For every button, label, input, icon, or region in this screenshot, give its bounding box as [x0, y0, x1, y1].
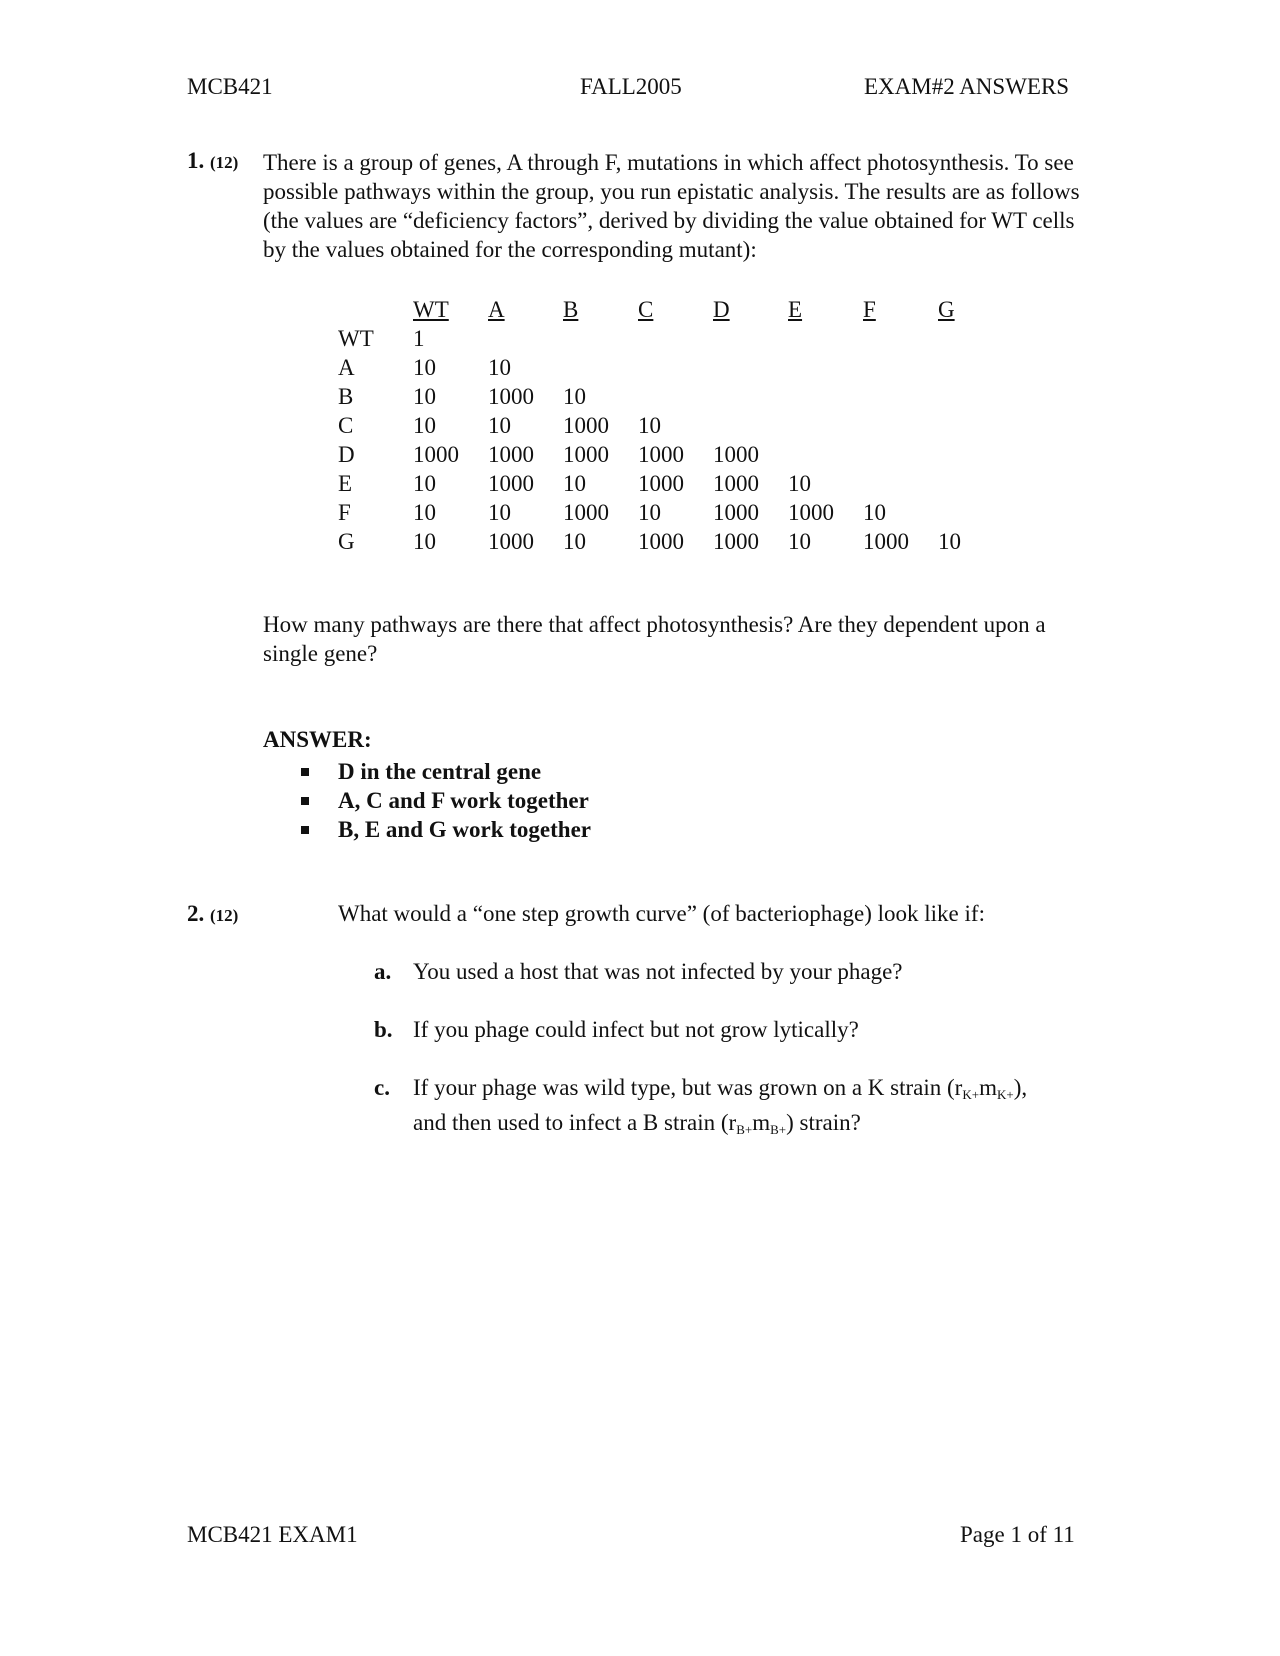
- table-cell: [938, 411, 1013, 440]
- table-cell: 1000: [488, 384, 534, 409]
- table-cell: [863, 324, 938, 353]
- table-cell: [863, 411, 938, 440]
- column-header: D: [713, 297, 730, 322]
- table-cell: [788, 440, 863, 469]
- row-label: E: [338, 471, 353, 496]
- table-cell: 1000: [788, 500, 834, 525]
- table-cell: [938, 469, 1013, 498]
- table-cell: 1000: [563, 442, 609, 467]
- table-cell: 10: [413, 471, 436, 496]
- subquestion-text: You used a host that was not infected by your phage?: [413, 959, 903, 984]
- table-cell: [713, 411, 788, 440]
- subscript: K+: [962, 1087, 980, 1102]
- table-row: [338, 440, 1013, 469]
- table-cell: [713, 324, 788, 353]
- table-cell: [863, 382, 938, 411]
- answer-list: [300, 757, 591, 844]
- text-fragment: If your phage was wild type, but was grown on a K strain (r: [413, 1075, 963, 1100]
- table-row: [338, 411, 1013, 440]
- table-cell: 10: [563, 471, 586, 496]
- row-label: B: [338, 384, 354, 409]
- question-points: (12): [210, 906, 239, 925]
- table-cell: [863, 440, 938, 469]
- square-bullet-icon: [301, 826, 309, 834]
- table-cell: [638, 382, 713, 411]
- table-header-row: [338, 295, 1013, 324]
- table-cell: [488, 324, 563, 353]
- table-cell: 10: [413, 413, 436, 438]
- subquestion-text: [413, 1074, 1113, 1144]
- table-cell: 1000: [563, 500, 609, 525]
- corner-cell: [338, 295, 413, 324]
- answer-item: [300, 786, 591, 815]
- table-cell: [638, 324, 713, 353]
- table-cell: 10: [413, 384, 436, 409]
- table-cell: 10: [563, 384, 586, 409]
- table-cell: 10: [488, 500, 511, 525]
- answer-title: ANSWER:: [263, 727, 372, 752]
- table-cell: [788, 324, 863, 353]
- table-cell: 1000: [488, 529, 534, 554]
- subquestion-text: If you phage could infect but not grow lytically?: [413, 1017, 859, 1042]
- table-cell: 10: [638, 500, 661, 525]
- column-header: A: [488, 297, 505, 322]
- subscript: B+: [736, 1122, 753, 1137]
- row-label: G: [338, 529, 355, 554]
- table-cell: 1000: [413, 442, 459, 467]
- table-cell: [638, 353, 713, 382]
- table-cell: 1000: [713, 500, 759, 525]
- table-cell: [863, 353, 938, 382]
- table-cell: [713, 382, 788, 411]
- table-cell: [788, 382, 863, 411]
- text-fragment: and then used to infect a B strain (r: [413, 1110, 737, 1135]
- footer-left: MCB421 EXAM1: [187, 1522, 358, 1547]
- answer-text: D in the central gene: [338, 759, 542, 784]
- table-cell: 1000: [638, 471, 684, 496]
- table-cell: [938, 324, 1013, 353]
- footer-page-number: Page 1 of 11: [960, 1522, 1075, 1547]
- table-cell: 10: [788, 471, 811, 496]
- question-1-number: [187, 148, 238, 174]
- question-points: (12): [210, 153, 239, 172]
- table-cell: [863, 469, 938, 498]
- column-header: B: [563, 297, 579, 322]
- question-2-text: What would a “one step growth curve” (of bacteriophage) look like if:: [338, 901, 985, 926]
- table-row: [338, 498, 1013, 527]
- answer-text: B, E and G work together: [338, 817, 591, 842]
- question-1-prompt: How many pathways are there that affect photosynthesis? Are they dependent upon a single gene?: [263, 612, 1046, 666]
- square-bullet-icon: [301, 768, 309, 776]
- table-cell: [788, 353, 863, 382]
- table-row: [338, 382, 1013, 411]
- text-fragment: ) strain?: [786, 1110, 861, 1135]
- table-cell: 1000: [713, 529, 759, 554]
- answer-text: A, C and F work together: [338, 788, 589, 813]
- subquestion-label: b.: [374, 1017, 393, 1042]
- table-cell: [938, 353, 1013, 382]
- row-label: D: [338, 442, 355, 467]
- table-cell: 1000: [488, 471, 534, 496]
- table-cell: [938, 498, 1013, 527]
- column-header: G: [938, 297, 955, 322]
- table-cell: [563, 324, 638, 353]
- row-label: WT: [338, 326, 374, 351]
- question-2-number: [187, 901, 238, 927]
- subquestion-label: c.: [374, 1075, 390, 1100]
- table-cell: 1000: [638, 442, 684, 467]
- table-cell: 10: [413, 355, 436, 380]
- table-cell: 10: [488, 413, 511, 438]
- table-cell: [938, 382, 1013, 411]
- table-row: [338, 353, 1013, 382]
- column-header: WT: [413, 297, 449, 322]
- subscript: K+: [996, 1087, 1014, 1102]
- table-row: [338, 324, 1013, 353]
- table-cell: 10: [638, 413, 661, 438]
- table-cell: [563, 353, 638, 382]
- table-cell: [938, 440, 1013, 469]
- table-cell: [713, 353, 788, 382]
- table-cell: 1: [413, 326, 425, 351]
- row-label: F: [338, 500, 351, 525]
- question-1-text: There is a group of genes, A through F, mutations in which affect photosynthesis. To see possible pathways within the group, you run epistatic analysis. The results are as follows (the values are “deficiency factors”, derived by dividing the value obtained for WT cells by the values obtained for the corresponding mutant):: [263, 150, 1080, 262]
- table-cell: [788, 411, 863, 440]
- table-cell: 1000: [488, 442, 534, 467]
- table-cell: 1000: [713, 442, 759, 467]
- text-fragment: m: [752, 1110, 771, 1135]
- subquestion-label: a.: [374, 959, 392, 984]
- text-fragment: ),: [1013, 1075, 1028, 1100]
- table-cell: 10: [788, 529, 811, 554]
- header-term: FALL2005: [580, 74, 682, 99]
- column-header: F: [863, 297, 876, 322]
- table-cell: 10: [863, 500, 886, 525]
- answer-item: [300, 757, 591, 786]
- table-row: [338, 469, 1013, 498]
- table-cell: 10: [413, 529, 436, 554]
- table-row: [338, 527, 1013, 556]
- text-fragment: m: [979, 1075, 997, 1100]
- header-title: EXAM#2 ANSWERS: [864, 74, 1070, 99]
- row-label: A: [338, 355, 355, 380]
- row-label: C: [338, 413, 354, 438]
- column-header: C: [638, 297, 654, 322]
- question-number: 2.: [187, 901, 205, 926]
- table-cell: 1000: [713, 471, 759, 496]
- square-bullet-icon: [301, 797, 309, 805]
- header-course: MCB421: [187, 74, 273, 99]
- epistasis-table: [338, 295, 1013, 556]
- table-cell: 10: [413, 500, 436, 525]
- table-cell: 1000: [563, 413, 609, 438]
- answer-item: [300, 815, 591, 844]
- table-cell: 10: [488, 355, 511, 380]
- table-cell: 10: [563, 529, 586, 554]
- column-header: E: [788, 297, 803, 322]
- table-cell: 10: [938, 529, 961, 554]
- table-cell: 1000: [638, 529, 684, 554]
- subscript: B+: [770, 1122, 787, 1137]
- table-cell: 1000: [863, 529, 909, 554]
- question-number: 1.: [187, 148, 205, 173]
